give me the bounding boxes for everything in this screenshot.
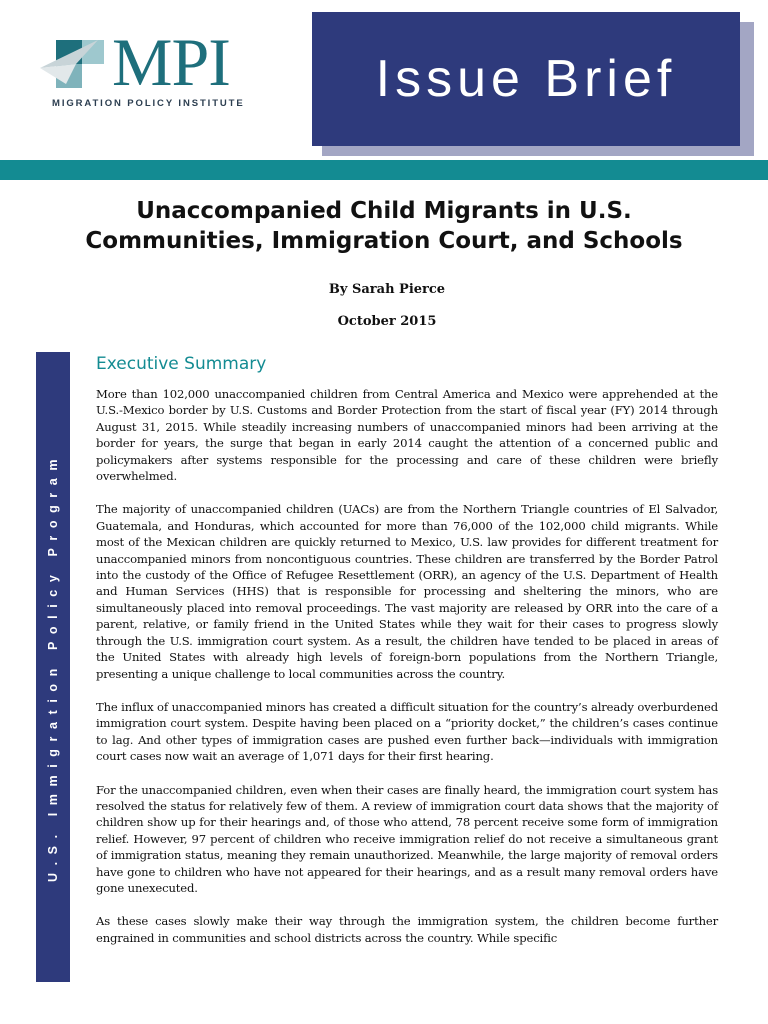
program-sidebar [36, 352, 70, 982]
summary-paragraph: The influx of unaccompanied minors has created a difficult situation for the country’s already overburdened immigration court system. Despite having been placed on a “priority docket,” the children’s cases continue to lag. And other types of immigration cases are pushed even further back—individuals with immigration court cases now wait an average of 1,071 days for their first hearing. [96, 699, 718, 764]
header-divider-bar [0, 160, 768, 180]
summary-paragraph: For the unaccompanied children, even when their cases are finally heard, the immigration court system has resolved the status for relatively few of them. A review of immigration court data shows that the majority of children show up for their hearings and, of those who attend, 78 percent receive some form of immigration relief. However, 97 percent of children who receive immigration relief do not receive a simultaneous grant of immigration status, meaning they remain unauthorized. Meanwhile, the large majority of removal orders have gone to children who have not appeared for their hearings, and as a result many removal orders have gone unexecuted. [96, 782, 718, 895]
program-label: U.S. Immigration Policy Program [46, 451, 60, 883]
logo-subtitle: MIGRATION POLICY INSTITUTE [52, 98, 245, 109]
executive-summary-heading: Executive Summary [96, 354, 267, 374]
summary-paragraph: The majority of unaccompanied children (UACs) are from the Northern Triangle countries of El Salvador, Guatemala, and Honduras, which accounted for more than 76,000 of the 102,000 child migrants. While most of the Mexican children are quickly returned to Mexico, U.S. law provides for different treatment for unaccompanied minors from noncontiguous countries. These children are transferred by the Border Patrol into the custody of the Office of Refugee Resettlement (ORR), an agency of the U.S. Department of Health and Human Services (HHS) that is responsible for processing and sheltering the minors, who are simultaneously placed into removal proceedings. The vast majority are released by ORR into the care of a parent, relative, or family friend in the United States while they wait for their cases to progress slowly through the U.S. immigration court system. As a result, the children have tended to be placed in areas of the United States with already high levels of foreign-born populations from the Northern Triangle, presenting a unique challenge to local communities across the country. [96, 502, 718, 681]
title-line-2: Communities, Immigration Court, and Schools [85, 228, 683, 254]
publication-date: October 2015 [337, 314, 437, 329]
issue-brief-label: Issue Brief [375, 50, 677, 108]
mpi-logo [32, 24, 284, 112]
author-byline: By Sarah Pierce [328, 282, 446, 297]
document-title [40, 196, 728, 256]
executive-summary-body [96, 386, 718, 963]
mpi-logo-mark-icon [36, 34, 108, 96]
logo-text: MPI [112, 24, 230, 100]
issue-brief-banner [312, 12, 740, 146]
summary-paragraph: More than 102,000 unaccompanied children from Central America and Mexico were apprehended at the U.S.-Mexico border by U.S. Customs and Border Protection from the start of fiscal year (FY) 2014 through August 31, 2015. While steadily increasing numbers of unaccompanied minors had been arriving at the border for years, the surge that began in early 2014 caught the attention of a concerned public and policymakers after systems responsible for the processing and care of these children were briefly overwhelmed. [96, 387, 718, 484]
summary-paragraph: As these cases slowly make their way through the immigration system, the children become further engrained in communities and school districts across the country. While specific [96, 914, 718, 945]
title-line-1: Unaccompanied Child Migrants in U.S. [136, 198, 632, 224]
